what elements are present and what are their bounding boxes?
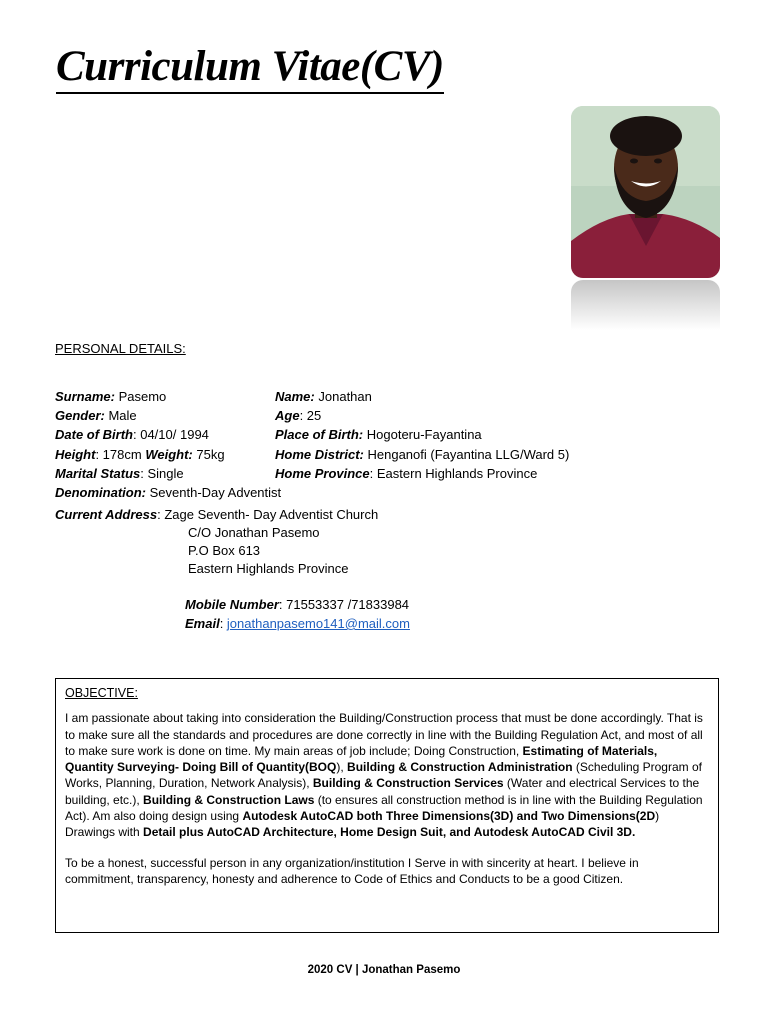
dob-value: : 04/10/ 1994 xyxy=(133,427,209,442)
obj-text-k: Autodesk AutoCAD both Three Dimensions(3D) and Two Dimensions(2D xyxy=(242,809,656,824)
dob-row xyxy=(55,426,209,444)
page-footer: 2020 CV | Jonathan Pasemo xyxy=(307,964,461,976)
obj-text-i: Building & Construction Laws xyxy=(143,792,315,807)
gender-row xyxy=(55,407,137,425)
profile-photo-frame xyxy=(571,106,720,330)
photo-reflection xyxy=(571,280,720,330)
home-province-value: : Eastern Highlands Province xyxy=(369,466,538,481)
address-row xyxy=(55,506,378,524)
address-line-4: Eastern Highlands Province xyxy=(188,561,349,576)
pob-label: Place of Birth: xyxy=(275,427,364,442)
obj-text-a: I am passionate about taking into consideration the Building/Construction process that must be done accordingly. That is to make sure all the standards and procedures are done correctly in line with the Building Regulation Act, and most of all to make sure work is done on time. My main areas of job include; Doing Construction, xyxy=(65,711,703,758)
dob-label: Date of Birth xyxy=(55,427,133,442)
address-label: Current Address xyxy=(55,507,158,522)
age-row xyxy=(275,407,321,425)
mobile-value: : 71553337 /71833984 xyxy=(278,597,410,612)
obj-text-g: Building & Construction Services xyxy=(312,776,504,791)
surname-value: Pasemo xyxy=(118,389,167,404)
name-row xyxy=(275,388,372,406)
profile-photo xyxy=(571,106,720,278)
gender-value: Male xyxy=(108,408,137,423)
obj-text-c: BOQ xyxy=(309,760,337,775)
objective-heading: OBJECTIVE: xyxy=(65,686,138,700)
name-label: Name: xyxy=(275,389,315,404)
height-label: Height xyxy=(55,447,96,462)
email-link[interactable]: jonathanpasemo141@mail.com xyxy=(226,616,410,631)
objective-paragraph-1 xyxy=(65,710,709,840)
surname-label: Surname: xyxy=(55,389,115,404)
home-district-label: Home District: xyxy=(275,447,364,462)
gender-label: Gender: xyxy=(55,408,105,423)
home-district-value: Henganofi (Fayantina LLG/Ward 5) xyxy=(367,447,570,462)
denomination-row xyxy=(55,484,281,502)
height-value: : 178cm xyxy=(95,447,142,462)
obj-text-f: (Scheduling Program of Works, Planning, Duration, Network Analysis), xyxy=(65,760,702,791)
cv-title: Curriculum Vitae(CV) xyxy=(56,42,444,94)
objective-paragraph-2: To be a honest, successful person in any organization/institution I Serve in with sincerity at heart. I believe in commitment, transparency, honesty and adherence to Code of Ethics and Conducts to be a good Citizen. xyxy=(65,855,639,886)
name-value: Jonathan xyxy=(318,389,372,404)
weight-value: 75kg xyxy=(196,447,225,462)
obj-text-h: (Water and electrical Services to the building, etc.), xyxy=(65,776,700,807)
pob-value: Hogoteru-Fayantina xyxy=(366,427,482,442)
email-separator: : xyxy=(219,616,227,631)
mobile-label: Mobile Number xyxy=(185,597,279,612)
home-province-label: Home Province xyxy=(275,466,370,481)
obj-text-j: (to ensures all construction method is in line with the Building Regulation Act). Am also doing design using xyxy=(65,792,703,824)
age-label: Age xyxy=(275,408,300,423)
address-line-3: P.O Box 613 xyxy=(188,543,261,558)
personal-details-heading: PERSONAL DETAILS: xyxy=(55,341,186,356)
marital-value: : Single xyxy=(140,466,184,481)
marital-row xyxy=(55,465,184,483)
weight-label: Weight: xyxy=(145,447,193,462)
denomination-value: Seventh-Day Adventist xyxy=(149,485,282,500)
address-line-1: : Zage Seventh- Day Adventist Church xyxy=(157,507,379,522)
home-district-row xyxy=(275,446,569,464)
obj-text-m: Detail plus AutoCAD Architecture, Home Design Suit, and Autodesk AutoCAD Civil 3D. xyxy=(143,825,636,840)
surname-row xyxy=(55,388,166,406)
mobile-row xyxy=(185,596,409,614)
objective-box xyxy=(55,678,719,933)
obj-text-d: ), xyxy=(336,760,348,775)
email-row xyxy=(185,615,410,633)
marital-label: Marital Status xyxy=(55,466,141,481)
email-label: Email xyxy=(185,616,220,631)
height-weight-row xyxy=(55,446,225,464)
address-line-2: C/O Jonathan Pasemo xyxy=(188,525,320,540)
obj-text-b: Estimating of Materials, Quantity Surveying- Doing Bill of Quantity( xyxy=(65,743,658,775)
age-value: : 25 xyxy=(299,408,322,423)
pob-row xyxy=(275,426,482,444)
denomination-label: Denomination: xyxy=(55,485,146,500)
home-province-row xyxy=(275,465,537,483)
obj-text-l: ) Drawings with xyxy=(65,809,660,840)
obj-text-e: Building & Construction Administration xyxy=(347,760,573,775)
